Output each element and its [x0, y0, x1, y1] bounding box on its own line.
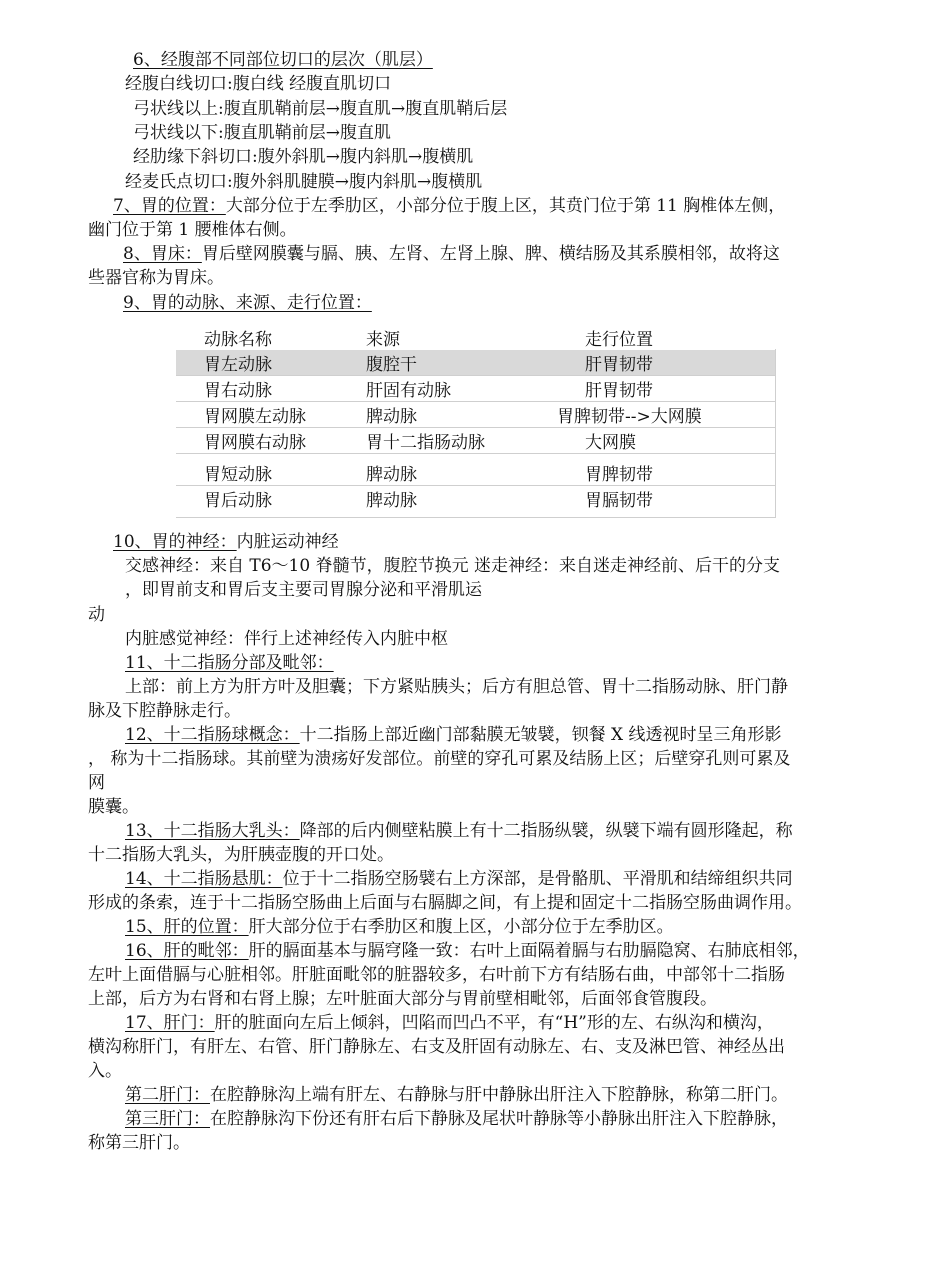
section-17-line2: 横沟称肝门，有肝左、右管、肝门静脉左、右支及肝固有动脉左、右、支及淋巴管、神经丛出 [88, 1037, 785, 1057]
section-7-line1 [113, 194, 785, 218]
table-cell: 肝胃韧带 [557, 376, 776, 402]
second-porta-text: 在腔静脉沟上端有肝左、右静脉与肝中静脉出肝注入下腔静脉，称第二肝门。 [210, 1085, 788, 1105]
table-cell: 胃膈韧带 [557, 486, 776, 512]
section-17-text: 肝的脏面向左后上倾斜，凹陷而凹凸不平，有“H”形的左、右纵沟和横沟， [214, 1013, 774, 1033]
section-12-line3: 网 [88, 773, 105, 793]
section-12-line1 [125, 723, 782, 747]
table-cell: 脾动脉 [338, 402, 557, 428]
section-13-line2: 十二指肠大乳头，为肝胰壶腹的开口处。 [88, 845, 394, 865]
section-12-line2: ， 称为十二指肠球。其前壁为溃疡好发部位。前壁的穿孔可累及结肠上区；后壁穿孔则可累及 [88, 749, 791, 769]
table-cell: 胃十二指肠动脉 [338, 428, 557, 454]
section-11-title: 11、十二指肠分部及毗邻： [125, 653, 334, 673]
section-11-line2: 脉及下腔静脉走行。 [88, 701, 241, 721]
section-8-line2: 些器官称为胃床。 [88, 268, 224, 288]
section-16-title: 16、肝的毗邻： [125, 941, 249, 961]
section-7-text: 大部分位于左季肋区，小部分位于腹上区，其贲门位于第 11 胸椎体左侧， [225, 196, 786, 216]
section-16-text: 肝的膈面基本与膈穹隆一致：右叶上面隔着膈与右肋膈隐窝、右肺底相邻， [248, 941, 810, 961]
table-cell: 胃网膜右动脉 [176, 428, 338, 454]
section-14-line1 [125, 867, 793, 891]
section-7-line2: 幽门位于第 1 腰椎体右侧。 [88, 220, 297, 240]
section-10-text: 内脏运动神经 [236, 532, 339, 552]
section-14-line2: 形成的条索，连于十二指肠空肠曲上后面与右膈脚之间，有上提和固定十二指肠空肠曲调作用。 [88, 893, 802, 913]
section-17-title: 17、肝门： [125, 1013, 215, 1033]
section-7-title: 7、胃的位置： [113, 196, 226, 216]
third-porta-line1 [125, 1107, 788, 1131]
section-6-heading: 6、经腹部不同部位切口的层次（肌层） [133, 50, 433, 70]
table-header-row [176, 324, 776, 350]
section-12-text: 十二指肠上部近幽门部黏膜无皱襞，钡餐 X 线透视时呈三角形影 [299, 725, 782, 745]
table-row [176, 428, 776, 454]
gastric-artery-table [176, 324, 776, 511]
header-source: 来源 [365, 329, 400, 350]
incision-subcostal: 经肋缘下斜切口:腹外斜肌→腹内斜肌→腹横肌 [133, 147, 474, 167]
incision-mcburney: 经麦氏点切口:腹外斜肌腱膜→腹内斜肌→腹横肌 [125, 172, 483, 192]
header-artery-name: 动脉名称 [204, 329, 272, 350]
table-cell: 胃左动脉 [176, 350, 338, 376]
table-cell: 脾动脉 [338, 486, 557, 512]
section-11-line1: 上部：前上方为肝方叶及胆囊；下方紧贴胰头；后方有胆总管、胃十二指肠动脉、肝门静 [125, 677, 788, 697]
section-17-line3: 入。 [88, 1061, 122, 1081]
table-row [176, 376, 776, 402]
section-16-line2: 左叶上面借膈与心脏相邻。肝脏面毗邻的脏器较多，右叶前下方有结肠右曲，中部邻十二指肠 [88, 965, 785, 985]
third-porta-text: 在腔静脉沟下份还有肝右后下静脉及尾状叶静脉等小静脉出肝注入下腔静脉， [210, 1109, 788, 1129]
table-row [176, 486, 776, 512]
table-cell: 胃短动脉 [176, 454, 338, 486]
section-16-line3: 上部，后方为右肾和右肾上腺；左叶脏面大部分与胃前壁相毗邻，后面邻食管腹段。 [88, 989, 717, 1009]
table-cell: 大网膜 [557, 428, 776, 454]
section-13-text: 降部的后内侧壁粘膜上有十二指肠纵襞，纵襞下端有圆形隆起，称 [299, 821, 793, 841]
header-course: 走行位置 [584, 329, 653, 350]
section-12-line4: 膜囊。 [88, 797, 139, 817]
incision-linea-alba: 经腹白线切口:腹白线 经腹直肌切口 [125, 74, 392, 94]
section-8-title: 8、胃床： [123, 244, 202, 264]
table-cell: 胃网膜左动脉 [176, 402, 338, 428]
table-cell: 腹腔干 [338, 350, 557, 376]
section-9-title: 9、胃的动脉、来源、走行位置： [123, 293, 372, 313]
table-cell: 胃后动脉 [176, 486, 338, 512]
section-12-title: 12、十二指肠球概念： [125, 725, 300, 745]
table-cell: 胃脾韧带 [557, 454, 776, 486]
visceral-sensory-line: 内脏感觉神经：伴行上述神经传入内脏中枢 [125, 629, 448, 649]
section-15-text: 肝大部分位于右季肋区和腹上区，小部分位于左季肋区。 [248, 917, 674, 937]
section-10-line1 [113, 530, 339, 554]
table-cell: 胃右动脉 [176, 376, 338, 402]
section-8-text: 胃后壁网膜囊与膈、胰、左肾、左肾上腺、脾、横结肠及其系膜相邻，故将这 [201, 244, 780, 264]
section-8-line1 [123, 242, 780, 266]
section-13-title: 13、十二指肠大乳头： [125, 821, 300, 841]
table-cell: 胃脾韧带-->大网膜 [557, 402, 776, 428]
section-16-line1 [125, 939, 810, 963]
vagus-branch-wrap: 动 [88, 605, 105, 625]
third-porta-line2: 称第三肝门。 [88, 1133, 190, 1153]
section-15-title: 15、肝的位置： [125, 917, 249, 937]
third-porta-title: 第三肝门： [125, 1109, 210, 1129]
second-porta-title: 第二肝门： [125, 1085, 210, 1105]
table-row [176, 350, 776, 376]
incision-above-arcuate: 弓状线以上:腹直肌鞘前层→腹直肌→腹直肌鞘后层 [133, 99, 508, 119]
table-cell: 肝胃韧带 [557, 350, 776, 376]
section-10-title: 10、胃的神经： [113, 532, 237, 552]
table-row [176, 454, 776, 486]
section-14-title: 14、十二指肠悬肌： [125, 869, 283, 889]
table-row [176, 402, 776, 428]
section-17-line1 [125, 1011, 774, 1035]
incision-below-arcuate: 弓状线以下:腹直肌鞘前层→腹直肌 [133, 123, 391, 143]
table-cell: 脾动脉 [338, 454, 557, 486]
section-14-text: 位于十二指肠空肠襞右上方深部，是骨骼肌、平滑肌和结缔组织共同 [282, 869, 793, 889]
table-bottom-border [176, 517, 776, 518]
sympathetic-nerve-line: 交感神经：来自 T6～10 脊髓节，腹腔节换元 迷走神经：来自迷走神经前、后干的分支 [125, 556, 780, 576]
table-right-border [775, 349, 776, 517]
section-15-line1 [125, 915, 674, 939]
vagus-branch-line: ，即胃前支和胃后支主要司胃腺分泌和平滑肌运 [125, 580, 482, 600]
section-13-line1 [125, 819, 793, 843]
table-cell: 肝固有动脉 [338, 376, 557, 402]
second-porta-line [125, 1083, 788, 1107]
